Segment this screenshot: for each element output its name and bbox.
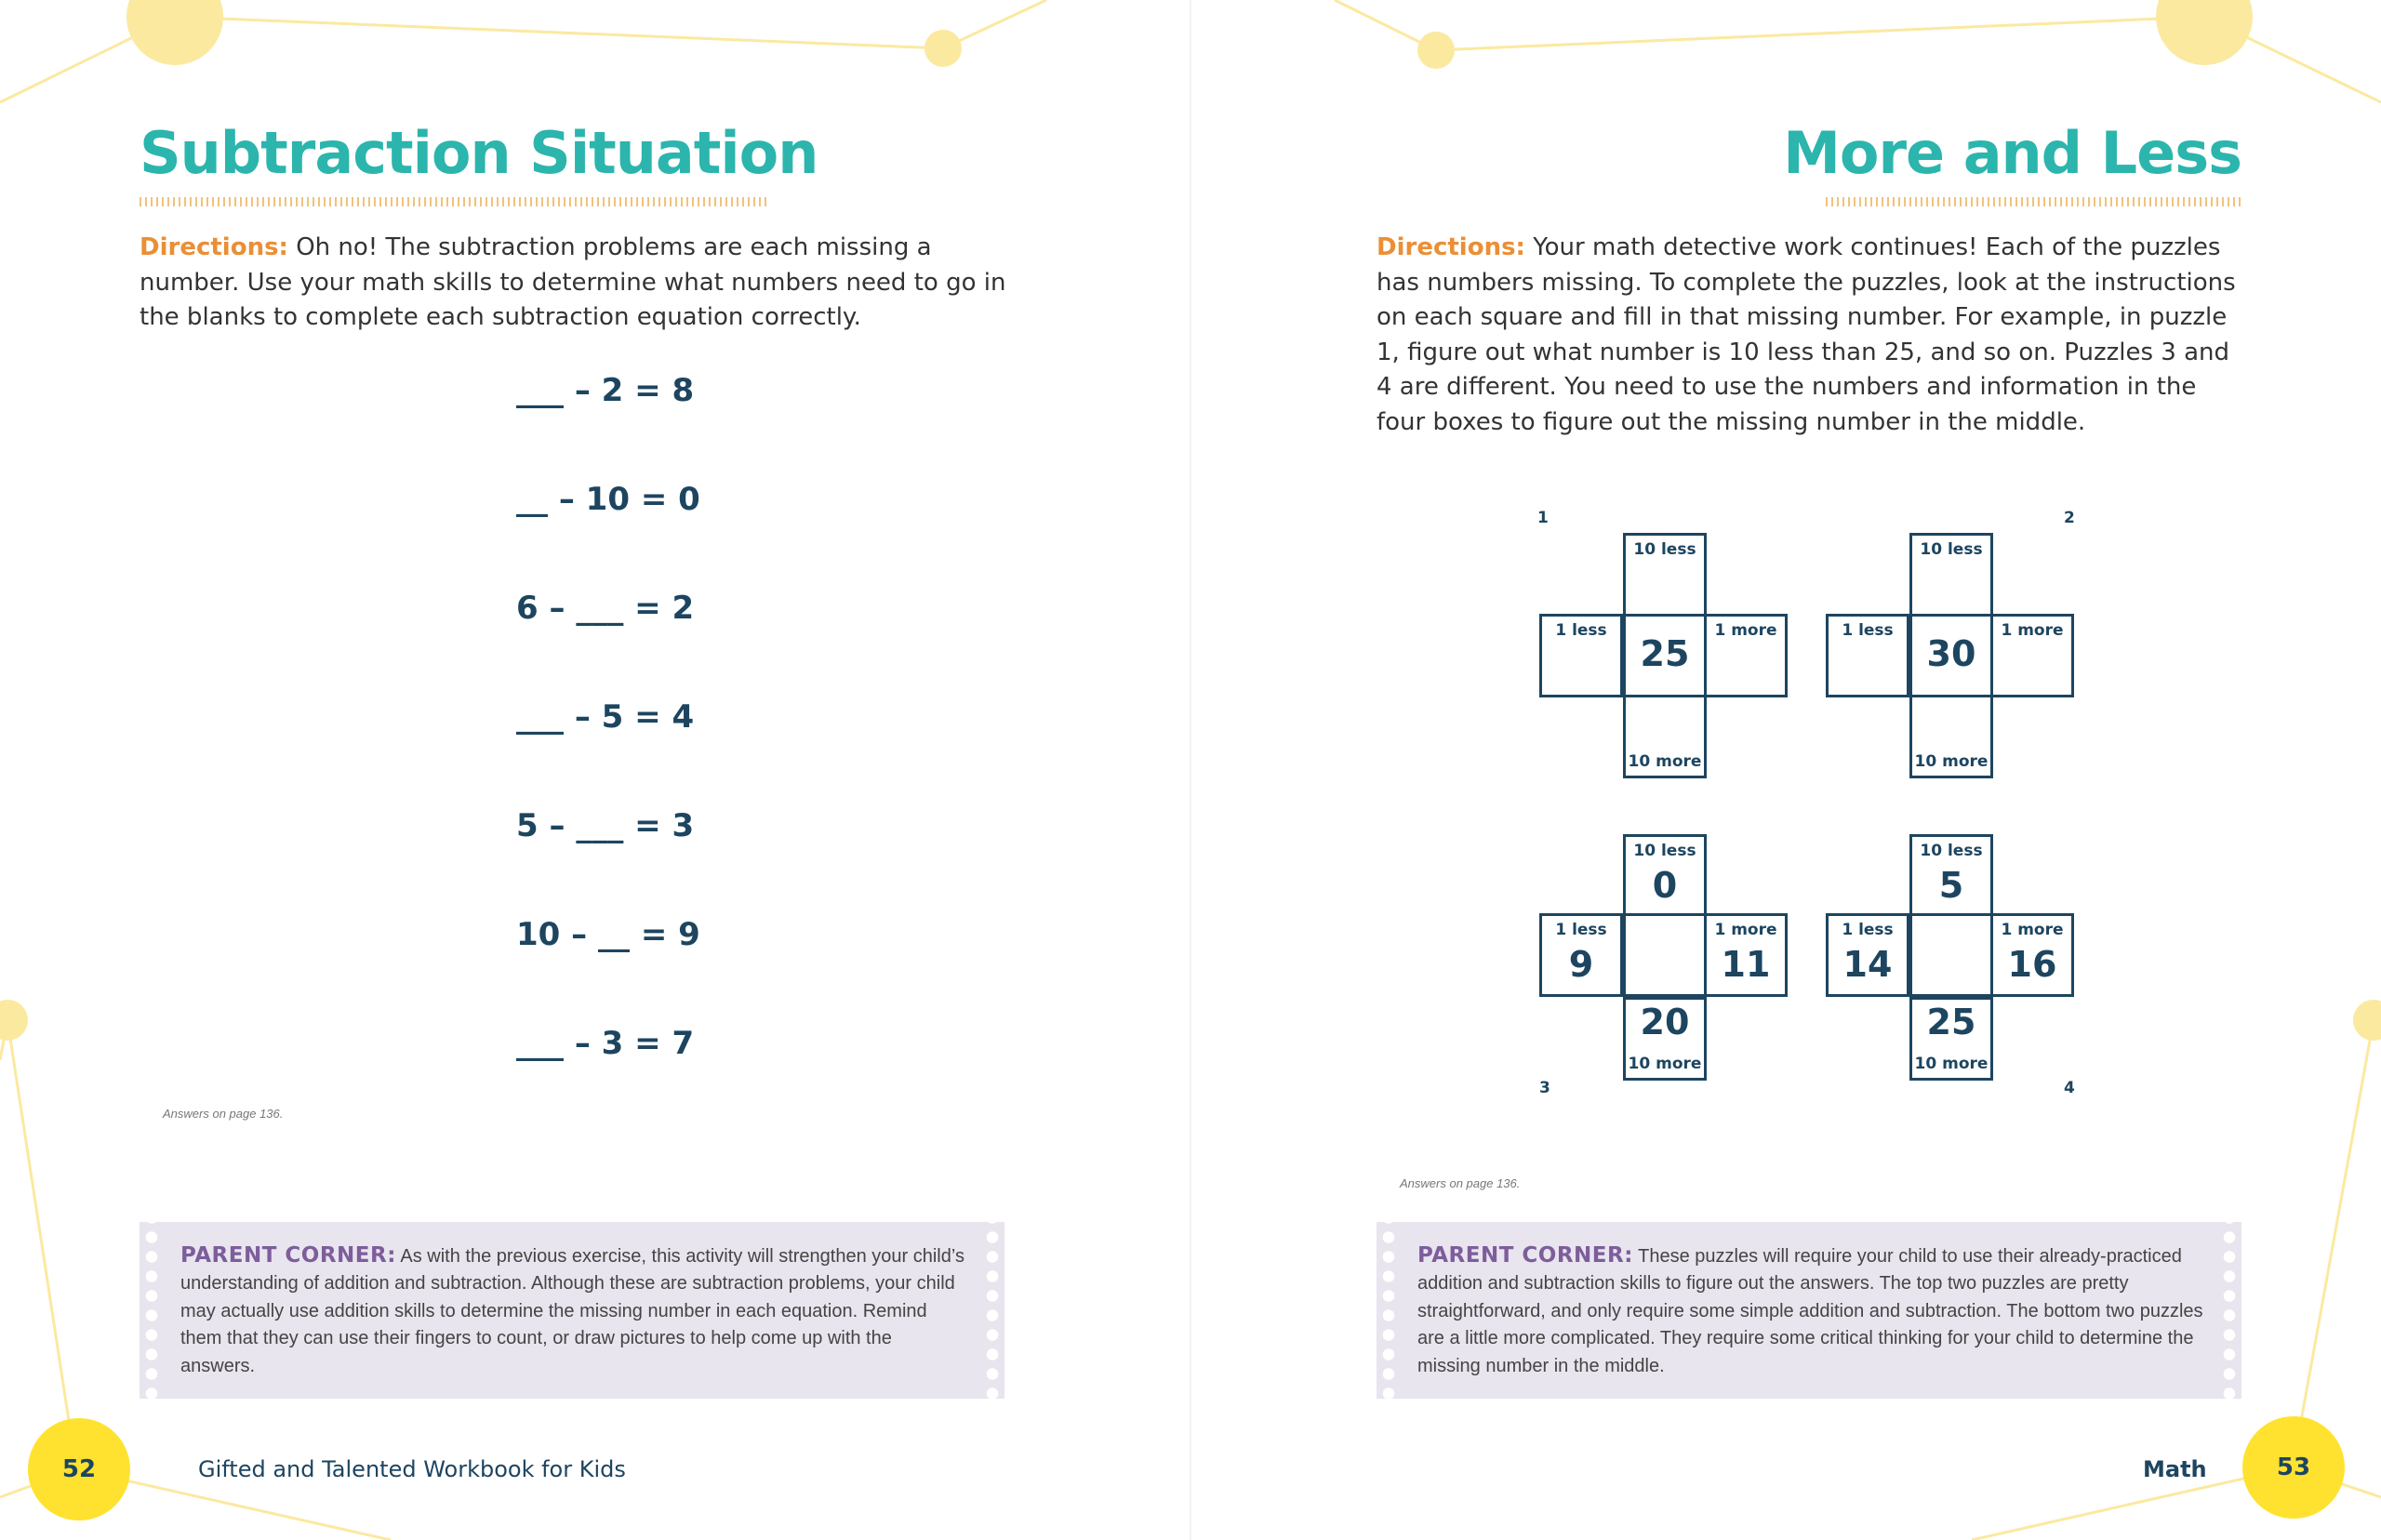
decor-dot [2353,1000,2381,1041]
equation-7: ___ – 3 = 7 [516,1025,695,1062]
puzzle-2-left-cell [1826,614,1909,697]
puzzle-2-center-value: 30 [1926,633,1976,674]
puzzle-4-left-value: 14 [1842,944,1893,985]
puzzle-4-left-cell [1826,913,1909,997]
perforation-right [984,1222,1001,1399]
decor-dot [126,0,223,65]
left-parent-body: As with the previous exercise, this activity will strengthen your child’s understanding of addition and subtraction. Although these are subtraction problems, your child may actually use addition skills to determine the missing number in each equation. Remind them that they can use their fingers to count, or draw pictures to help come up with the answers. [180,1246,964,1376]
footer-book-title: Gifted and Talented Workbook for Kids [198,1456,626,1482]
left-directions-label: Directions: [140,233,288,261]
puzzle-3-right-label: 1 more [1714,921,1777,939]
equation-1: ___ – 2 = 8 [516,372,695,409]
puzzle-3-number: 3 [1539,1079,1550,1097]
right-parent-label: PARENT CORNER: [1417,1243,1633,1268]
left-parent-corner [140,1222,1004,1399]
puzzle-2-right-label: 1 more [2001,621,2064,640]
decor-dot [924,30,962,67]
puzzle-2-bottom-label: 10 more [1914,752,1989,771]
footer-section-title: Math [2143,1456,2207,1482]
right-parent-body: These puzzles will require your child to use their already-practiced addition and subtraction skills to figure out the answers. The top two puzzles are pretty straightforward, and only require some simple addition and subtraction. The bottom two puzzles are a little more complicated. They require some critical thinking for your child to determine the missing number in the middle. [1417,1246,2203,1376]
puzzle-1-number: 1 [1537,509,1549,527]
equation-4: ___ – 5 = 4 [516,698,695,736]
decor-dot [2156,0,2253,65]
puzzle-1-left-label: 1 less [1555,621,1607,640]
puzzle-3-left-label: 1 less [1555,921,1607,939]
puzzle-4-bottom-value: 25 [1926,1002,1976,1042]
puzzle-2-number: 2 [2064,509,2075,527]
left-title-rule [140,197,769,206]
puzzle-4-center-cell [1909,913,1993,997]
puzzle-1-right-cell [1704,614,1788,697]
puzzle-2-right-cell [1990,614,2074,697]
left-answers-note: Answers on page 136. [163,1107,284,1121]
puzzle-4-left-label: 1 less [1842,921,1894,939]
perforation-left [1380,1222,1397,1399]
left-parent-label: PARENT CORNER: [180,1243,396,1268]
equation-2: __ – 10 = 0 [516,481,700,518]
puzzle-4-top-label: 10 less [1920,842,1983,860]
puzzle-1-right-label: 1 more [1714,621,1777,640]
puzzle-2-bottom-cell [1909,695,1993,778]
right-page-title: More and Less [1783,119,2241,187]
puzzle-1-center-value: 25 [1640,633,1690,674]
puzzle-3-left-value: 9 [1568,944,1594,985]
puzzle-2-center-cell [1909,614,1993,697]
page-number-left: 52 [28,1418,130,1520]
puzzle-1-left-cell [1539,614,1623,697]
puzzle-2-left-label: 1 less [1842,621,1894,640]
decor-dot [1417,32,1455,69]
puzzle-1-top-label: 10 less [1633,540,1696,559]
equation-6: 10 – __ = 9 [516,916,700,953]
right-directions-text: Your math detective work continues! Each of the puzzles has numbers missing. To complete the puzzles, look at the instructions on each square and fill in that missing number. For example, in puzzle 1, figure out what number is 10 less than 25, and so on. Puzzles 3 and 4 are different. You need to use the numbers and information in the four boxes to figure out the missing number in the middle. [1377,233,2236,436]
puzzle-3-top-cell [1623,834,1707,918]
puzzle-1-bottom-cell [1623,695,1707,778]
puzzle-4-bottom-label: 10 more [1914,1055,1989,1073]
puzzle-4-right-value: 16 [2007,944,2057,985]
perforation-right [2221,1222,2238,1399]
puzzle-1-center-cell [1623,614,1707,697]
puzzle-3-left-cell [1539,913,1623,997]
right-title-rule [1826,197,2241,206]
puzzle-4-top-cell [1909,834,1993,918]
puzzle-4-bottom-cell [1909,997,1993,1081]
puzzle-2-top-cell [1909,533,1993,617]
left-directions [140,231,1014,336]
puzzle-4-right-cell [1990,913,2074,997]
equation-3: 6 – ___ = 2 [516,590,695,627]
puzzle-1-bottom-label: 10 more [1628,752,1702,771]
page-number-right: 53 [2242,1416,2345,1519]
right-parent-text [1417,1242,2204,1380]
puzzle-3-right-value: 11 [1721,944,1771,985]
puzzle-4-number: 4 [2064,1079,2075,1097]
puzzle-3-top-value: 0 [1652,865,1678,906]
left-parent-text [180,1242,967,1380]
puzzle-3-bottom-label: 10 more [1628,1055,1702,1073]
left-directions-text: Oh no! The subtraction problems are each missing a number. Use your math skills to determine what numbers need to go in the blanks to complete each subtraction equation correctly. [140,233,1006,332]
right-directions-label: Directions: [1377,233,1525,261]
decor-dot [0,1000,28,1041]
puzzle-3-right-cell [1704,913,1788,997]
right-directions [1377,231,2251,441]
perforation-left [143,1222,160,1399]
puzzle-3-center-cell [1623,913,1707,997]
right-parent-corner [1377,1222,2241,1399]
puzzle-1-top-cell [1623,533,1707,617]
puzzle-3-bottom-value: 20 [1640,1002,1690,1042]
puzzle-4-top-value: 5 [1938,865,1964,906]
right-answers-note: Answers on page 136. [1400,1176,1521,1190]
puzzle-3-bottom-cell [1623,997,1707,1081]
equation-5: 5 – ___ = 3 [516,807,695,844]
left-page-title: Subtraction Situation [140,119,818,187]
puzzle-4-right-label: 1 more [2001,921,2064,939]
puzzle-2-top-label: 10 less [1920,540,1983,559]
puzzle-3-top-label: 10 less [1633,842,1696,860]
